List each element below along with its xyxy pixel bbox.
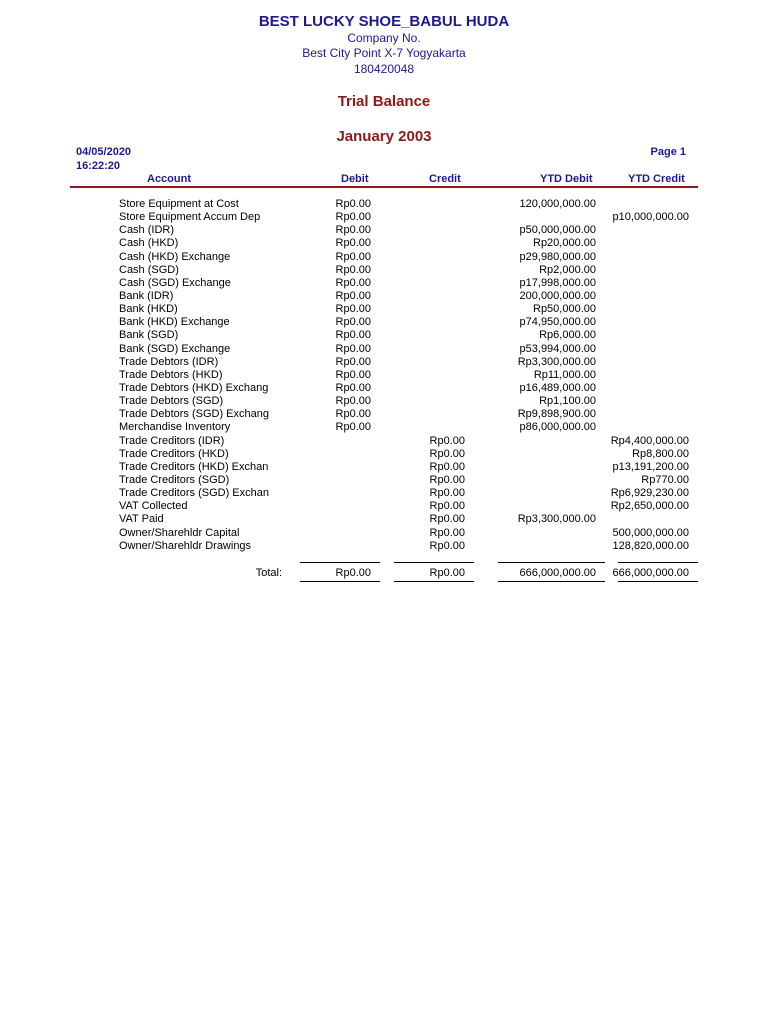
debit-cell: Rp0.00: [335, 408, 371, 421]
column-header-ytd-debit: YTD Debit: [540, 173, 593, 185]
credit-cell: Rp0.00: [429, 526, 465, 539]
account-cell: Trade Debtors (IDR): [119, 355, 219, 368]
total-rule-ytd-debit: [498, 581, 605, 582]
table-row: [0, 356, 768, 369]
debit-cell: Rp0.00: [335, 316, 371, 329]
credit-cell: Rp0.00: [429, 539, 465, 552]
account-cell: Bank (SGD) Exchange: [119, 342, 231, 355]
account-cell: Owner/Sharehldr Drawings: [119, 539, 252, 552]
report-time: 16:22:20: [76, 160, 121, 172]
company-number-label: Company No.: [347, 31, 421, 45]
subtotal-rule-credit: [394, 562, 474, 563]
debit-cell: Rp0.00: [335, 368, 371, 381]
account-cell: Bank (IDR): [119, 289, 174, 302]
account-cell: Owner/Sharehldr Capital: [119, 526, 240, 539]
debit-cell: Rp0.00: [335, 237, 371, 250]
total-credit: Rp0.00: [429, 567, 465, 579]
ytd-debit-cell: 200,000,000.00: [519, 289, 596, 302]
subtotal-rule-ytd-credit: [618, 562, 698, 563]
account-cell: Trade Debtors (HKD): [119, 368, 223, 381]
header-divider: [70, 186, 698, 188]
total-rule-debit: [300, 581, 380, 582]
table-row: [0, 198, 768, 211]
table-row: [0, 382, 768, 395]
account-cell: VAT Collected: [119, 500, 188, 513]
account-cell: Cash (SGD): [119, 263, 179, 276]
account-cell: Store Equipment Accum Dep: [119, 211, 261, 224]
ytd-credit-cell: Rp4,400,000.00: [610, 434, 689, 447]
report-title: Trial Balance: [337, 93, 431, 110]
debit-cell: Rp0.00: [335, 329, 371, 342]
table-row: [0, 343, 768, 356]
ytd-credit-cell: Rp770.00: [641, 473, 689, 486]
ytd-debit-cell: p17,998,000.00: [519, 276, 596, 289]
credit-cell: Rp0.00: [429, 473, 465, 486]
ytd-debit-cell: Rp2,000.00: [539, 263, 596, 276]
table-row: [0, 435, 768, 448]
total-ytd-debit: 666,000,000.00: [519, 567, 596, 579]
account-cell: Trade Creditors (HKD) Exchan: [119, 460, 269, 473]
debit-cell: Rp0.00: [335, 276, 371, 289]
table-row: [0, 513, 768, 526]
ytd-debit-cell: p16,489,000.00: [519, 381, 596, 394]
debit-cell: Rp0.00: [335, 421, 371, 434]
ytd-credit-cell: 128,820,000.00: [612, 539, 689, 552]
ytd-debit-cell: p50,000,000.00: [519, 224, 596, 237]
account-cell: Bank (HKD) Exchange: [119, 316, 230, 329]
ytd-debit-cell: Rp3,300,000.00: [517, 355, 596, 368]
debit-cell: Rp0.00: [335, 250, 371, 263]
ytd-debit-cell: Rp50,000.00: [533, 303, 596, 316]
table-row: [0, 329, 768, 342]
debit-cell: Rp0.00: [335, 381, 371, 394]
credit-cell: Rp0.00: [429, 447, 465, 460]
table-row: [0, 211, 768, 224]
credit-cell: Rp0.00: [429, 434, 465, 447]
ytd-debit-cell: 120,000,000.00: [519, 198, 596, 210]
ytd-debit-cell: Rp9,898,900.00: [517, 408, 596, 421]
table-row: [0, 369, 768, 382]
table-row: [0, 237, 768, 250]
account-cell: Bank (HKD): [119, 303, 178, 316]
credit-cell: Rp0.00: [429, 500, 465, 513]
ytd-debit-cell: Rp20,000.00: [533, 237, 596, 250]
table-row: [0, 224, 768, 237]
ytd-debit-cell: p29,980,000.00: [519, 250, 596, 263]
account-cell: Merchandise Inventory: [119, 421, 231, 434]
table-row: [0, 408, 768, 421]
subtotal-rule-ytd-debit: [498, 562, 605, 563]
debit-cell: Rp0.00: [335, 395, 371, 408]
table-row: [0, 540, 768, 553]
account-cell: Cash (IDR): [119, 224, 175, 237]
account-cell: Trade Creditors (IDR): [119, 434, 225, 447]
total-debit: Rp0.00: [335, 567, 371, 579]
ytd-credit-cell: 500,000,000.00: [612, 526, 689, 539]
table-row: [0, 290, 768, 303]
ytd-debit-cell: p86,000,000.00: [519, 421, 596, 434]
company-name: BEST LUCKY SHOE_BABUL HUDA: [258, 13, 510, 30]
trial-balance-table: [0, 198, 768, 553]
debit-cell: Rp0.00: [335, 263, 371, 276]
ytd-debit-cell: p74,950,000.00: [519, 316, 596, 329]
debit-cell: Rp0.00: [335, 303, 371, 316]
table-row: [0, 251, 768, 264]
account-cell: Cash (HKD): [119, 237, 179, 250]
column-header-account: Account: [147, 173, 191, 185]
table-row: [0, 474, 768, 487]
column-header-credit: Credit: [429, 173, 461, 185]
account-cell: VAT Paid: [119, 513, 164, 526]
account-cell: Bank (SGD): [119, 329, 179, 342]
total-rule-credit: [394, 581, 474, 582]
table-row: [0, 264, 768, 277]
ytd-debit-cell: Rp3,300,000.00: [517, 513, 596, 526]
report-period: January 2003: [336, 128, 432, 145]
report-date: 04/05/2020: [76, 146, 132, 158]
table-row: [0, 448, 768, 461]
debit-cell: Rp0.00: [335, 224, 371, 237]
total-ytd-credit: 666,000,000.00: [612, 567, 689, 579]
table-row: [0, 316, 768, 329]
debit-cell: Rp0.00: [335, 289, 371, 302]
credit-cell: Rp0.00: [429, 513, 465, 526]
ytd-debit-cell: Rp1,100.00: [539, 395, 596, 408]
column-header-ytd-credit: YTD Credit: [628, 173, 685, 185]
account-cell: Trade Creditors (SGD): [119, 473, 230, 486]
table-row: [0, 421, 768, 434]
table-row: [0, 277, 768, 290]
ytd-credit-cell: Rp2,650,000.00: [610, 500, 689, 513]
account-cell: Trade Debtors (HKD) Exchang: [119, 381, 269, 394]
credit-cell: Rp0.00: [429, 487, 465, 500]
total-label: Total:: [255, 567, 282, 579]
table-row: [0, 527, 768, 540]
credit-cell: Rp0.00: [429, 460, 465, 473]
ytd-credit-cell: p10,000,000.00: [612, 211, 689, 224]
company-address: Best City Point X-7 Yogyakarta: [302, 46, 466, 60]
account-cell: Store Equipment at Cost: [119, 198, 239, 210]
total-rule-ytd-credit: [618, 581, 698, 582]
table-row: [0, 303, 768, 316]
account-cell: Trade Creditors (HKD): [119, 447, 229, 460]
debit-cell: Rp0.00: [335, 355, 371, 368]
table-row: [0, 461, 768, 474]
ytd-debit-cell: Rp11,000.00: [533, 368, 596, 381]
debit-cell: Rp0.00: [335, 211, 371, 224]
company-id: 180420048: [353, 62, 415, 76]
account-cell: Cash (SGD) Exchange: [119, 276, 231, 289]
column-header-debit: Debit: [341, 173, 369, 185]
table-row: [0, 500, 768, 513]
ytd-debit-cell: Rp6,000.00: [539, 329, 596, 342]
table-row: [0, 487, 768, 500]
page-number: Page 1: [650, 146, 686, 158]
account-cell: Cash (HKD) Exchange: [119, 250, 231, 263]
account-cell: Trade Debtors (SGD) Exchang: [119, 408, 269, 421]
account-cell: Trade Creditors (SGD) Exchan: [119, 487, 269, 500]
ytd-credit-cell: Rp6,929,230.00: [610, 487, 689, 500]
subtotal-rule-debit: [300, 562, 380, 563]
ytd-credit-cell: p13,191,200.00: [612, 460, 689, 473]
debit-cell: Rp0.00: [335, 198, 371, 210]
table-row: [0, 395, 768, 408]
ytd-credit-cell: Rp8,800.00: [632, 447, 689, 460]
debit-cell: Rp0.00: [335, 342, 371, 355]
account-cell: Trade Debtors (SGD): [119, 395, 224, 408]
ytd-debit-cell: p53,994,000.00: [519, 342, 596, 355]
